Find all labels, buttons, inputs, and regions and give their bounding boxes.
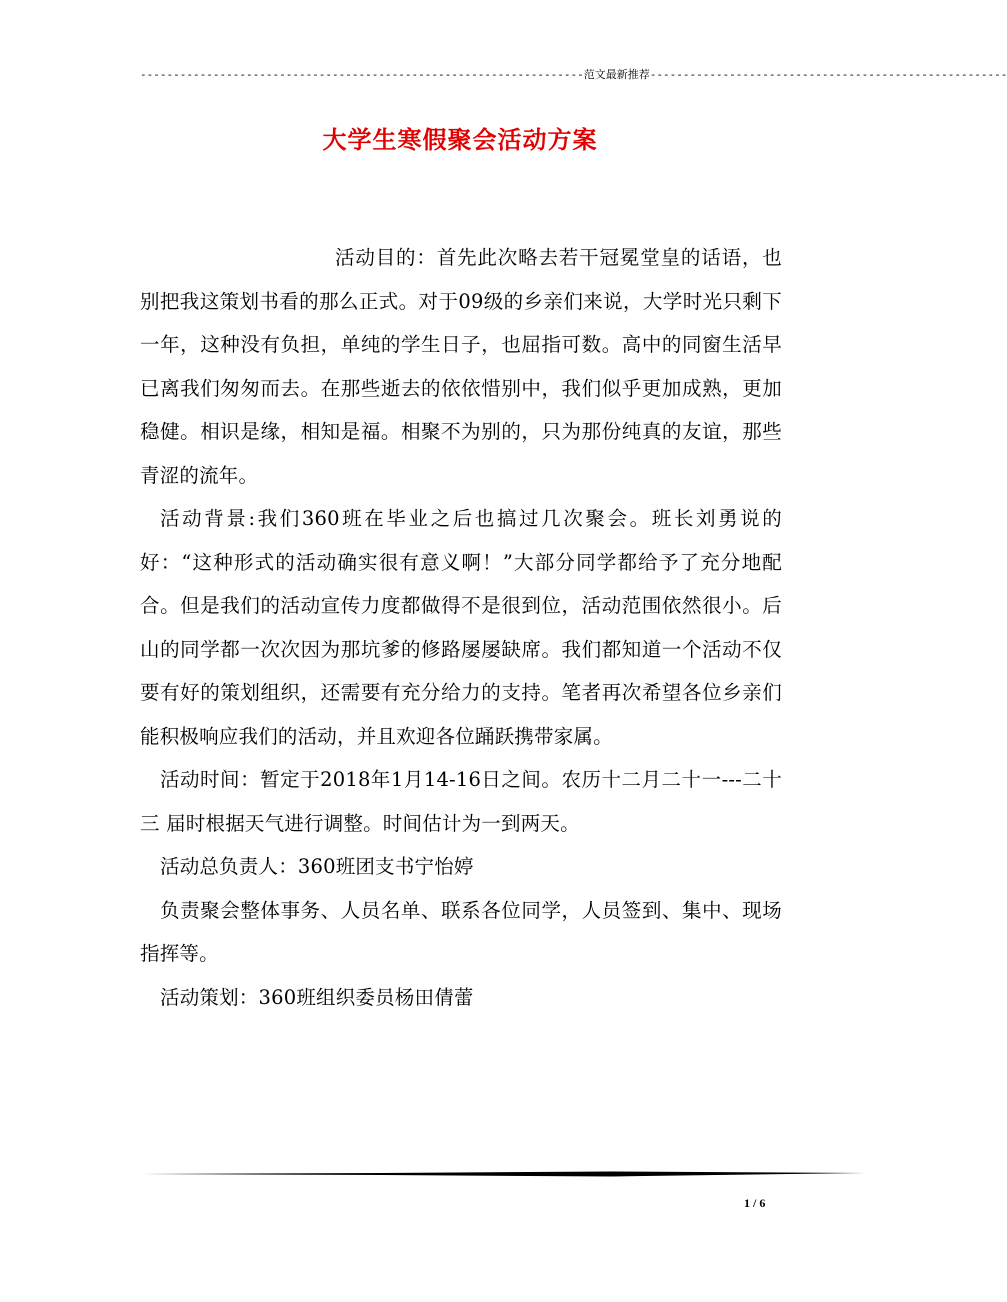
paragraph-background: 活动背景:我们360班在毕业之后也搞过几次聚会。班长刘勇说的好：“这种形式的活动确实很有意义啊！”大部分同学都给予了充分地配合。但是我们的活动宣传力度都做得不是很到位，活动范围依然很小。后山的同学都一次次因为那坑爹的修路屡屡缺席。我们都知道一个活动不仅要有好的策划组织，还需要有充分给力的支持。笔者再次希望各位乡亲们能积极响应我们的活动，并且欢迎各位踊跃携带家属。 (140, 507, 782, 748)
paragraph-purpose: 活动目的：首先此次略去若干冠冕堂皇的话语，也别把我这策划书看的那么正式。对于09级的乡亲们来说，大学时光只剩下一年，这种没有负担，单纯的学生日子，也屈指可数。高中的同窗生活早已离我们匆匆而去。在那些逝去的依依惜别中，我们似乎更加成熟，更加稳健。相识是缘，相知是福。相聚不为别的，只为那份纯真的友谊，那些青涩的流年。 (140, 246, 782, 487)
paragraph-duties: 负责聚会整体事务、人员名单、联系各位同学，人员签到、集中、现场指挥等。 (140, 898, 782, 965)
document-body (140, 236, 782, 1019)
document-title: 大学生寒假聚会活动方案 (322, 126, 598, 154)
paragraph-lead: 活动总负责人：360班团支书宁怡婷 (160, 855, 474, 878)
paragraph-planner: 活动策划：360班组织委员杨田倩蕾 (160, 985, 474, 1009)
page-number: 1 / 6 (744, 1196, 766, 1210)
footer-divider (142, 1170, 864, 1178)
paragraph-time: 活动时间：暂定于2018年1月14-16日之间。农历十二月二十一---二十三 届时根据天气进行调整。时间估计为一到两天。 (140, 768, 782, 835)
header-banner: -------------------------------------------------------------------范文最新推荐------------------------------------------------------ (140, 68, 1007, 81)
